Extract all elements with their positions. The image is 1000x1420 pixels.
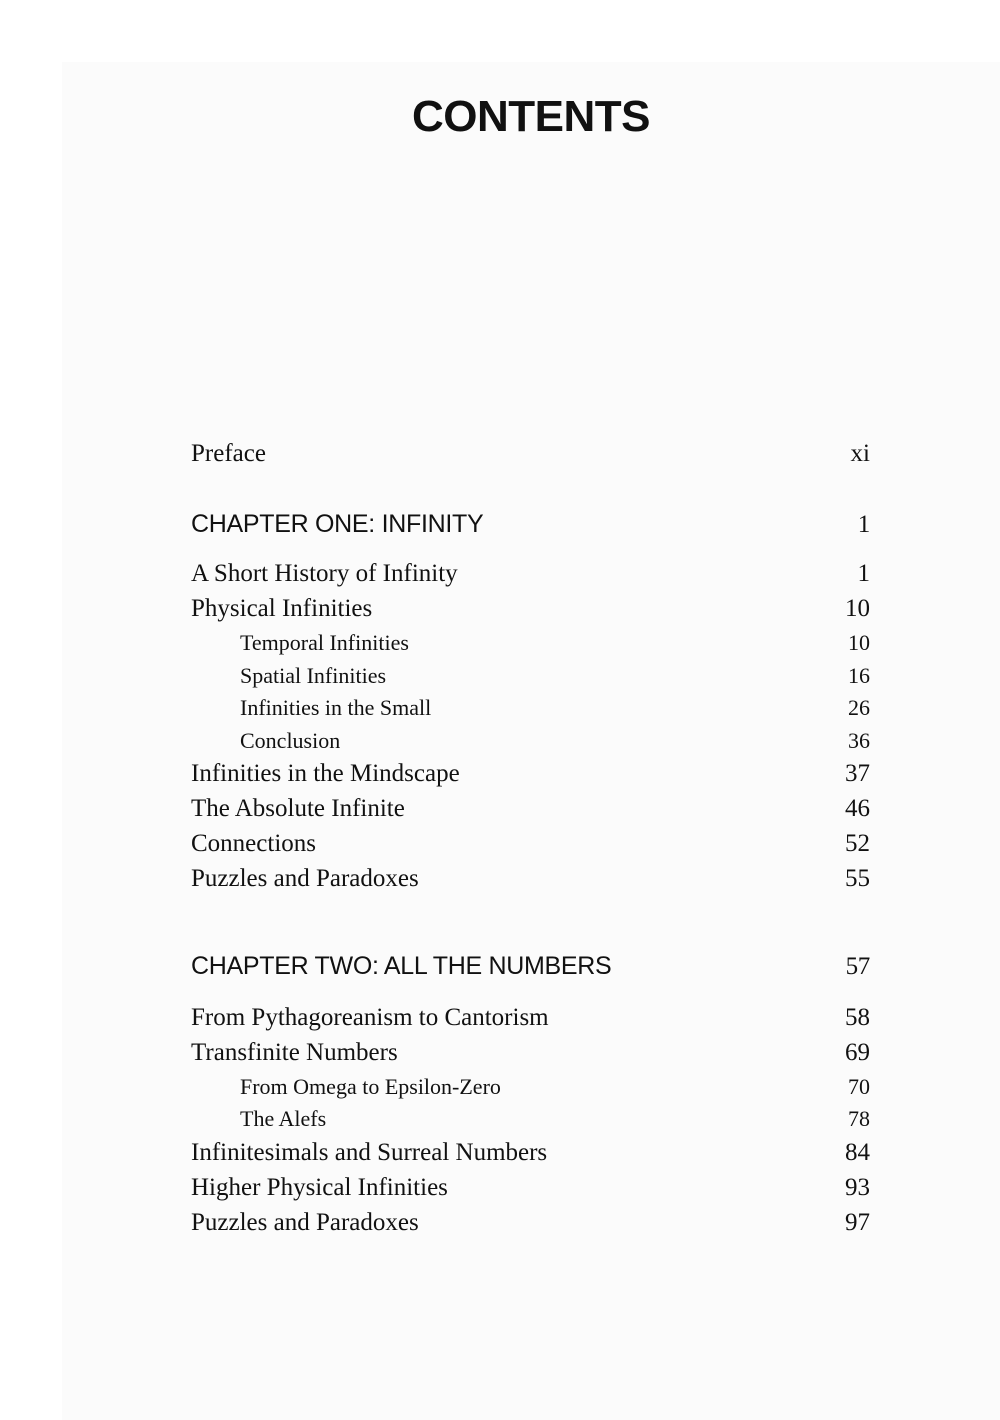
toc-entry-page: 97 [845, 1209, 870, 1236]
toc-entry-page: 52 [845, 830, 870, 857]
toc-entry-page: 78 [848, 1106, 870, 1131]
toc-entry[interactable] [191, 760, 870, 788]
toc-entry[interactable] [191, 560, 870, 588]
toc-subentry[interactable] [240, 728, 870, 754]
chapter-page: 1 [857, 511, 870, 538]
toc-entry[interactable] [191, 1209, 870, 1237]
toc-entry[interactable] [191, 865, 870, 893]
toc-entry-page: 46 [845, 795, 870, 822]
toc-entry-label: Higher Physical Infinities [191, 1174, 448, 1201]
toc-entry-label: Spatial Infinities [240, 663, 387, 688]
toc-entry-page: 16 [848, 663, 870, 688]
chapter-one-heading[interactable] [191, 510, 870, 539]
toc-entry-page: 36 [848, 728, 870, 753]
toc-entry-label: Temporal Infinities [240, 630, 409, 655]
toc-subentry[interactable] [240, 630, 870, 656]
chapter-title: CHAPTER TWO: ALL THE NUMBERS [191, 952, 612, 980]
toc-entry-page: 55 [845, 865, 870, 892]
toc-entry-page: 26 [848, 695, 870, 720]
chapter-two-heading[interactable] [191, 952, 870, 981]
toc-entry-page: 10 [848, 630, 870, 655]
toc-entry-page: 1 [857, 560, 870, 587]
toc-entry-label: Infinities in the Small [240, 695, 432, 720]
toc-entry[interactable] [191, 1139, 870, 1167]
chapter-page: 57 [845, 953, 870, 980]
toc-subentry[interactable] [240, 663, 870, 689]
toc-entry[interactable] [191, 795, 870, 823]
toc-entry-label: The Absolute Infinite [191, 795, 405, 822]
toc-entry-page: xi [850, 440, 870, 467]
toc-entry-label: The Alefs [240, 1106, 327, 1131]
toc-entry-page: 69 [845, 1039, 870, 1066]
toc-entry-label: Conclusion [240, 728, 341, 753]
toc-subentry[interactable] [240, 695, 870, 721]
toc-subentry[interactable] [240, 1106, 870, 1132]
toc-entry-page: 93 [845, 1174, 870, 1201]
toc-entry-label: A Short History of Infinity [191, 560, 458, 587]
toc-entry-label: Infinitesimals and Surreal Numbers [191, 1139, 548, 1166]
toc-subentry[interactable] [240, 1074, 870, 1100]
toc-entry-page: 84 [845, 1139, 870, 1166]
toc-entry[interactable] [191, 1174, 870, 1202]
page-title: CONTENTS [412, 92, 650, 141]
toc-entry-label: From Omega to Epsilon-Zero [240, 1074, 501, 1099]
toc-entry-page: 37 [845, 760, 870, 787]
toc-entry-page: 70 [848, 1074, 870, 1099]
toc-entry-label: Puzzles and Paradoxes [191, 1209, 419, 1236]
toc-entry-page: 10 [845, 595, 870, 622]
toc-entry-label: Connections [191, 830, 316, 857]
toc-entry-label: From Pythagoreanism to Cantorism [191, 1004, 549, 1031]
toc-entry[interactable] [191, 1039, 870, 1067]
toc-entry[interactable] [191, 595, 870, 623]
toc-entry-label: Puzzles and Paradoxes [191, 865, 419, 892]
toc-entry[interactable] [191, 1004, 870, 1032]
toc-entry-label: Preface [191, 440, 266, 467]
toc-entry-page: 58 [845, 1004, 870, 1031]
toc-entry[interactable] [191, 830, 870, 858]
toc-entry-preface[interactable] [191, 440, 870, 468]
chapter-title: CHAPTER ONE: INFINITY [191, 510, 484, 538]
toc-entry-label: Transfinite Numbers [191, 1039, 398, 1066]
toc-entry-label: Infinities in the Mindscape [191, 760, 460, 787]
toc-entry-label: Physical Infinities [191, 595, 373, 622]
